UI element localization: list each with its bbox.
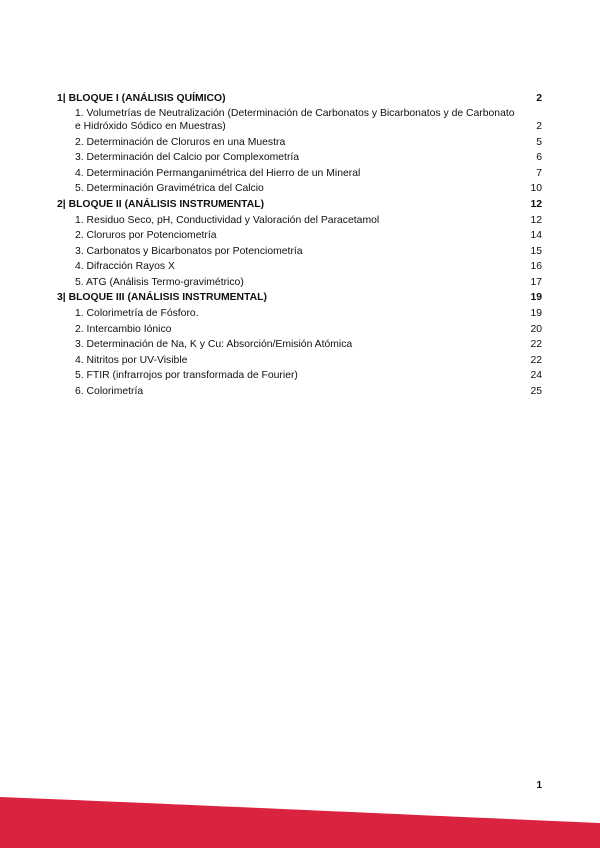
toc-item[interactable] (57, 245, 542, 258)
toc-section-page: 2 (536, 92, 542, 104)
toc-item-label: 3. Determinación del Calcio por Complexometría (75, 152, 300, 164)
toc-item-label: 4. Nitritos por UV-Visible (75, 354, 188, 366)
toc-item-page: 14 (530, 230, 542, 242)
toc-section-2[interactable] (57, 198, 542, 211)
toc-item-label: 4. Difracción Rayos X (75, 261, 175, 273)
toc-item-label: 5. ATG (Análisis Termo-gravimétrico) (75, 276, 244, 288)
toc-section-1[interactable] (57, 92, 542, 105)
toc-item-page: 5 (536, 136, 542, 148)
toc-item[interactable] (57, 214, 542, 227)
toc-item-page: 22 (530, 354, 542, 366)
toc-item[interactable] (57, 307, 542, 320)
toc-section-title: 1| BLOQUE I (ANÁLISIS QUÍMICO) (57, 92, 226, 104)
toc-item[interactable] (57, 107, 542, 133)
toc-item-page: 16 (530, 261, 542, 273)
toc-item[interactable] (57, 167, 542, 180)
toc-section-3[interactable] (57, 291, 542, 304)
toc-item[interactable] (57, 385, 542, 398)
toc-item-label: 1. Colorimetría de Fósforo. (75, 308, 199, 320)
toc-item-page: 25 (530, 386, 542, 397)
toc-section-page: 19 (530, 292, 542, 304)
toc-item[interactable] (57, 182, 542, 195)
toc-item-page: 7 (536, 167, 542, 179)
table-of-contents (57, 89, 542, 398)
toc-item-label: 3. Carbonatos y Bicarbonatos por Potenciometría (75, 245, 303, 257)
toc-item-page: 2 (536, 121, 542, 133)
toc-item-label: 5. FTIR (infrarrojos por transformada de Fourier) (75, 370, 298, 382)
toc-item-label: 5. Determinación Gravimétrica del Calcio (75, 183, 264, 195)
toc-item-page: 6 (536, 152, 542, 164)
page-number: 1 (536, 780, 542, 791)
toc-item[interactable] (57, 323, 542, 336)
toc-item-page: 19 (530, 308, 542, 320)
toc-item-page: 24 (530, 370, 542, 382)
toc-item-label: 2. Cloruros por Potenciometría (75, 230, 217, 242)
toc-item-page: 10 (530, 183, 542, 195)
toc-item[interactable] (57, 276, 542, 289)
toc-item-page: 22 (530, 339, 542, 351)
toc-item-page: 20 (530, 323, 542, 335)
toc-item[interactable] (57, 260, 542, 273)
toc-item-page: 17 (530, 276, 542, 288)
footer-band-shape (0, 797, 600, 848)
toc-item[interactable] (57, 136, 542, 149)
toc-item[interactable] (57, 151, 542, 164)
toc-item-page: 12 (530, 214, 542, 226)
toc-item-label: 1. Volumetrías de Neutralización (Determinación de Carbonatos y Bicarbonatos y de Carbonato e Hidróxido Sódico en Muestras) (75, 108, 515, 133)
toc-item[interactable] (57, 338, 542, 351)
toc-item-page: 15 (530, 245, 542, 257)
toc-item[interactable] (57, 229, 542, 242)
toc-item-label: 3. Determinación de Na, K y Cu: Absorción/Emisión Atómica (75, 339, 353, 351)
toc-item-label: 1. Residuo Seco, pH, Conductividad y Valoración del Paracetamol (75, 214, 380, 226)
toc-section-page: 12 (530, 198, 542, 210)
toc-item-label: 2. Determinación de Cloruros en una Muestra (75, 136, 286, 148)
toc-item-label: 4. Determinación Permanganimétrica del Hierro de un Mineral (75, 167, 361, 179)
toc-section-title: 3| BLOQUE III (ANÁLISIS INSTRUMENTAL) (57, 292, 267, 304)
toc-item[interactable] (57, 354, 542, 367)
toc-section-title: 2| BLOQUE II (ANÁLISIS INSTRUMENTAL) (57, 198, 265, 210)
toc-item[interactable] (57, 369, 542, 382)
toc-item-label: 2. Intercambio Iónico (75, 323, 172, 335)
toc-item-label: 6. Colorimetría (75, 386, 144, 397)
